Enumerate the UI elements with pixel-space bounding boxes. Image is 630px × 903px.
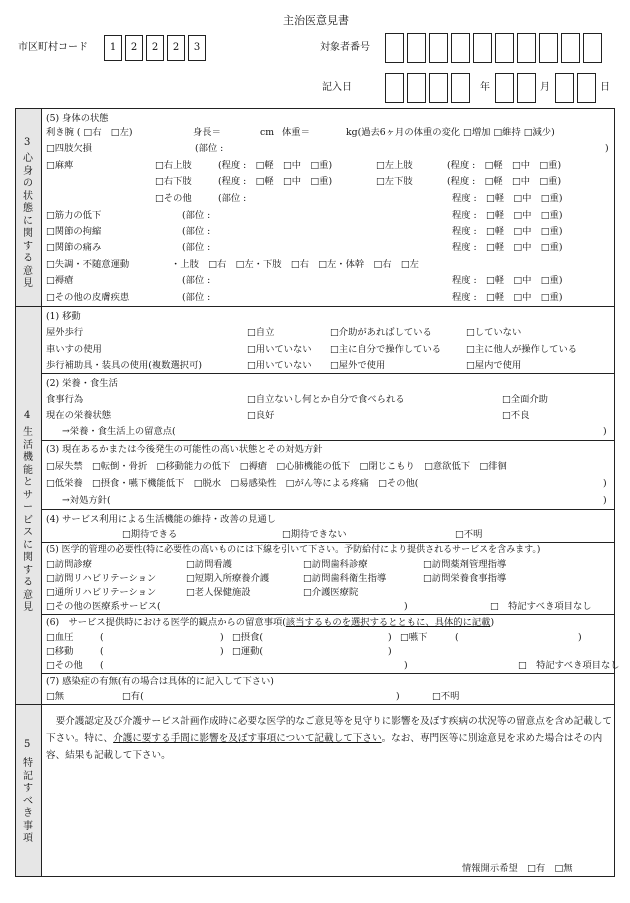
home-visit-pharmacy[interactable]: □訪問薬剤管理指導: [423, 559, 507, 570]
conditions-bottom-line: [41, 509, 615, 510]
movement-close: ): [220, 646, 224, 657]
infection-yes-close: ): [396, 691, 400, 702]
subject-number-box-8[interactable]: [539, 33, 558, 63]
home-visit-dental-hygiene[interactable]: □訪問歯科衛生指導: [303, 573, 387, 584]
muscle-weakness-checkbox[interactable]: □筋力の低下: [46, 210, 102, 221]
subject-number-box-10[interactable]: [583, 33, 602, 63]
special-notes-instructions: [46, 713, 614, 764]
outlook-heading: (4) サービス利用による生活機能の維持・改善の見通し: [46, 514, 276, 525]
year-box-3[interactable]: [429, 73, 448, 103]
subject-number-box-7[interactable]: [517, 33, 536, 63]
section3-bottom-line: [15, 306, 615, 307]
blood-pressure-open: (: [100, 632, 104, 643]
conditions-policy[interactable]: →対処方針(: [62, 495, 111, 506]
eating-independent[interactable]: □自立ないし何とか自分で食べられる: [247, 394, 405, 405]
service-notes-title-post: ): [490, 617, 495, 628]
outdoor-walking-none[interactable]: □していない: [466, 327, 522, 338]
walking-aids-label: 歩行補助具・装具の使用(複数選択可): [46, 360, 203, 371]
info-disclosure-preference[interactable]: 情報開示希望 □有 □無: [462, 863, 573, 874]
wheelchair-label: 車いすの使用: [46, 344, 102, 355]
conditions-other-close: ): [603, 478, 607, 489]
conditions-heading: (3) 現在あるかまたは今後発生の可能性の高い状態とその対処方針: [46, 444, 323, 455]
left-lower-limb-degree[interactable]: (程度 : □軽 □中 □重): [447, 176, 562, 187]
short-stay-care[interactable]: □短期入所療養介護: [186, 573, 270, 584]
label-column-divider: [41, 108, 42, 877]
day-label: 日: [600, 82, 610, 93]
service-notes-heading: [46, 618, 494, 627]
ataxia-detail[interactable]: ・上肢 □右 □左・下肢 □右 □左・体幹 □右 □左: [171, 259, 419, 270]
limb-loss-close: ): [605, 143, 609, 154]
nutrition-bottom-line: [41, 440, 615, 441]
day-box-2[interactable]: [577, 73, 596, 103]
skin-disease-degree[interactable]: 程度 : □軽 □中 □重): [452, 292, 563, 303]
body-condition-heading: (5) 身体の状態: [46, 113, 109, 124]
section4-bottom-line: [15, 704, 615, 705]
city-code-label: 市区町村コード: [18, 42, 88, 53]
subject-number-label: 対象者番号: [320, 42, 370, 53]
city-code-digit-4[interactable]: 2: [167, 35, 185, 61]
ataxia-checkbox[interactable]: □失調・不随意運動: [46, 259, 130, 270]
section3-title: 心身の状態に関する意見: [23, 153, 33, 289]
infection-none[interactable]: □無: [46, 691, 65, 702]
mobility-bottom-line: [41, 373, 615, 374]
subject-number-box-5[interactable]: [473, 33, 492, 63]
pressure-ulcer-site[interactable]: (部位 :: [182, 275, 211, 286]
conditions-options-line2[interactable]: □低栄養 □摂食・嚥下機能低下 □脱水 □易感染性 □がん等による疼痛 □その他(: [46, 478, 419, 489]
paralysis-other-site[interactable]: (部位 :: [218, 193, 247, 204]
year-box-1[interactable]: [385, 73, 404, 103]
infection-yes[interactable]: □有(: [122, 691, 144, 702]
eating-note-checkbox[interactable]: □摂食(: [232, 632, 264, 643]
day-rehab[interactable]: □通所リハビリテーション: [46, 587, 157, 598]
height-unit: cm: [260, 127, 275, 138]
nutrition-poor[interactable]: □不良: [502, 410, 530, 421]
exercise-close: ): [388, 646, 392, 657]
wheelchair-self-operated[interactable]: □主に自分で操作している: [330, 344, 442, 355]
service-other-open: (: [100, 660, 104, 671]
nutrition-good[interactable]: □良好: [247, 410, 275, 421]
service-notes-none[interactable]: □ 特記すべき項目なし: [518, 660, 620, 671]
section4-number: 4: [24, 410, 31, 421]
service-other-close: ): [404, 660, 408, 671]
walking-aids-outdoor[interactable]: □屋外で使用: [330, 360, 386, 371]
paralysis-other-checkbox[interactable]: □その他: [155, 193, 192, 204]
section5-title: 特記すべき事項: [23, 758, 33, 844]
right-upper-limb-degree[interactable]: (程度 : □軽 □中 □重): [218, 160, 333, 171]
conditions-policy-close: ): [603, 495, 607, 506]
section5-number: 5: [24, 739, 31, 750]
medical-need-heading: (5) 医学的管理の必要性(特に必要性の高いものには下線を引いて下さい。予防給付により提供されるサービスを含みます。): [46, 545, 541, 555]
joint-pain-degree[interactable]: 程度 : □軽 □中 □重): [452, 242, 563, 253]
right-upper-limb-checkbox[interactable]: □右上肢: [155, 160, 192, 171]
month-label: 月: [540, 82, 550, 93]
skin-disease-site[interactable]: (部位 :: [182, 292, 211, 303]
left-lower-limb-checkbox[interactable]: □左下肢: [376, 176, 413, 187]
city-code-digit-2[interactable]: 2: [125, 35, 143, 61]
month-box-1[interactable]: [495, 73, 514, 103]
weight-label: 体重＝: [282, 127, 310, 138]
service-notes-bottom-line: [41, 673, 615, 674]
left-upper-limb-degree[interactable]: (程度 : □軽 □中 □重): [447, 160, 562, 171]
infection-heading: (7) 感染症の有無(有の場合は具体的に記入して下さい): [46, 676, 274, 687]
muscle-weakness-site[interactable]: (部位 :: [182, 210, 211, 221]
month-box-2[interactable]: [517, 73, 536, 103]
home-visit-rehab[interactable]: □訪問リハビリテーション: [46, 573, 157, 584]
section3-number: 3: [24, 137, 31, 148]
medical-need-none[interactable]: □ 特記すべき項目なし: [490, 601, 592, 612]
nutrition-notes[interactable]: →栄養・食生活上の留意点(: [62, 426, 176, 437]
year-box-2[interactable]: [407, 73, 426, 103]
city-code-digit-5[interactable]: 3: [188, 35, 206, 61]
weight-change[interactable]: kg(過去6ヶ月の体重の変化 □増加 □維持 □減少): [346, 127, 555, 138]
special-notes-text-a: 要介護認定及び介護サービス計画作成時に必要な医学的なご意見等を見守りに影響を及ぼす疾病の状況等の留意点を含め記載して下さい。特に、: [46, 716, 613, 744]
paralysis-checkbox[interactable]: □麻痺: [46, 160, 74, 171]
city-code-digit-3[interactable]: 2: [146, 35, 164, 61]
special-notes-text-b: 。なお、専門医等に別途意見を求めた場合はその内容、結果も記載して下さい。: [46, 733, 603, 761]
home-visit-care[interactable]: □訪問診療: [46, 559, 92, 570]
joint-pain-site[interactable]: (部位 :: [182, 242, 211, 253]
other-medical-service[interactable]: □その他の医療系サービス(: [46, 601, 161, 612]
outdoor-walking-label: 屋外歩行: [46, 327, 84, 338]
subject-number-box-6[interactable]: [495, 33, 514, 63]
eating-full-assistance[interactable]: □全面介助: [502, 394, 548, 405]
joint-contracture-site[interactable]: (部位 :: [182, 226, 211, 237]
year-label: 年: [480, 82, 490, 93]
movement-open: (: [100, 646, 104, 657]
subject-number-box-9[interactable]: [561, 33, 580, 63]
geriatric-facility[interactable]: □老人保健施設: [186, 587, 251, 598]
service-notes-title-pre: (6) サービス提供時における医学的観点からの留意事項(: [46, 617, 286, 628]
swallowing-close: ): [578, 632, 582, 643]
care-medical-institution[interactable]: □介護医療院: [303, 587, 359, 598]
service-notes-title-underlined: 該当するものを選択するとともに、具体的に記載: [285, 617, 491, 628]
medical-need-bottom-line: [41, 614, 615, 615]
joint-pain-checkbox[interactable]: □関節の痛み: [46, 242, 102, 253]
day-box-1[interactable]: [555, 73, 574, 103]
eating-note-close: ): [388, 632, 392, 643]
home-visit-dental[interactable]: □訪問歯科診療: [303, 559, 368, 570]
right-lower-limb-degree[interactable]: (程度 : □軽 □中 □重): [218, 176, 333, 187]
outdoor-walking-independent[interactable]: □自立: [247, 327, 275, 338]
outlook-unknown[interactable]: □不明: [455, 529, 483, 540]
paralysis-other-degree[interactable]: 程度 : □軽 □中 □重): [452, 193, 563, 204]
nutrition-heading: (2) 栄養・食生活: [46, 378, 118, 389]
right-lower-limb-checkbox[interactable]: □右下肢: [155, 176, 192, 187]
eating-label: 食事行為: [46, 394, 84, 405]
entry-date-label: 記入日: [322, 82, 352, 93]
exercise-checkbox[interactable]: □運動(: [232, 646, 264, 657]
movement-checkbox[interactable]: □移動: [46, 646, 74, 657]
section4-title: 生活機能とサービスに関する意見: [23, 427, 33, 613]
home-visit-nursing[interactable]: □訪問看護: [186, 559, 232, 570]
infection-unknown[interactable]: □不明: [432, 691, 460, 702]
mobility-heading: (1) 移動: [46, 311, 81, 322]
walking-aids-indoor[interactable]: □屋内で使用: [466, 360, 522, 371]
conditions-options-line1[interactable]: □尿失禁 □転倒・骨折 □移動能力の低下 □褥瘡 □心肺機能の低下 □閉じこもり □意欲低下 □徘徊: [46, 461, 507, 472]
outlook-expected[interactable]: □期待できる: [122, 529, 178, 540]
service-other-checkbox[interactable]: □その他: [46, 660, 83, 671]
wheelchair-other-operated[interactable]: □主に他人が操作している: [466, 344, 578, 355]
swallowing-open: (: [455, 632, 459, 643]
limb-loss-checkbox[interactable]: □四肢欠損: [46, 143, 92, 154]
joint-contracture-degree[interactable]: 程度 : □軽 □中 □重): [452, 226, 563, 237]
dominant-hand[interactable]: 利き腕 ( □右 □左): [46, 127, 133, 138]
pressure-ulcer-degree[interactable]: 程度 : □軽 □中 □重): [452, 275, 563, 286]
page-title: 主治医意見書: [283, 14, 349, 27]
muscle-weakness-degree[interactable]: 程度 : □軽 □中 □重): [452, 210, 563, 221]
nutrition-notes-close: ): [603, 426, 607, 437]
blood-pressure-checkbox[interactable]: □血圧: [46, 632, 74, 643]
left-upper-limb-checkbox[interactable]: □左上肢: [376, 160, 413, 171]
subject-number-box-2[interactable]: [407, 33, 426, 63]
limb-loss-site[interactable]: (部位 :: [195, 143, 224, 154]
outlook-not-expected[interactable]: □期待できない: [282, 529, 347, 540]
pressure-ulcer-checkbox[interactable]: □褥瘡: [46, 275, 74, 286]
other-medical-service-close: ): [404, 601, 408, 612]
outlook-bottom-line: [41, 542, 615, 543]
skin-disease-checkbox[interactable]: □その他の皮膚疾患: [46, 292, 130, 303]
city-code-digit-1[interactable]: 1: [104, 35, 122, 61]
special-notes-text-underlined: 介護に要する手間に影響を及ぼす事項について記載して下さい: [113, 733, 382, 744]
nutrition-status-label: 現在の栄養状態: [46, 410, 112, 421]
joint-contracture-checkbox[interactable]: □関節の拘縮: [46, 226, 102, 237]
outdoor-walking-assisted[interactable]: □介助があればしている: [330, 327, 432, 338]
year-box-4[interactable]: [451, 73, 470, 103]
walking-aids-not-used[interactable]: □用いていない: [247, 360, 312, 371]
home-visit-nutrition[interactable]: □訪問栄養食事指導: [423, 573, 507, 584]
subject-number-box-3[interactable]: [429, 33, 448, 63]
wheelchair-not-used[interactable]: □用いていない: [247, 344, 312, 355]
blood-pressure-close: ): [220, 632, 224, 643]
subject-number-box-1[interactable]: [385, 33, 404, 63]
swallowing-checkbox[interactable]: □嚥下: [400, 632, 428, 643]
height-label: 身長＝: [193, 127, 221, 138]
subject-number-box-4[interactable]: [451, 33, 470, 63]
